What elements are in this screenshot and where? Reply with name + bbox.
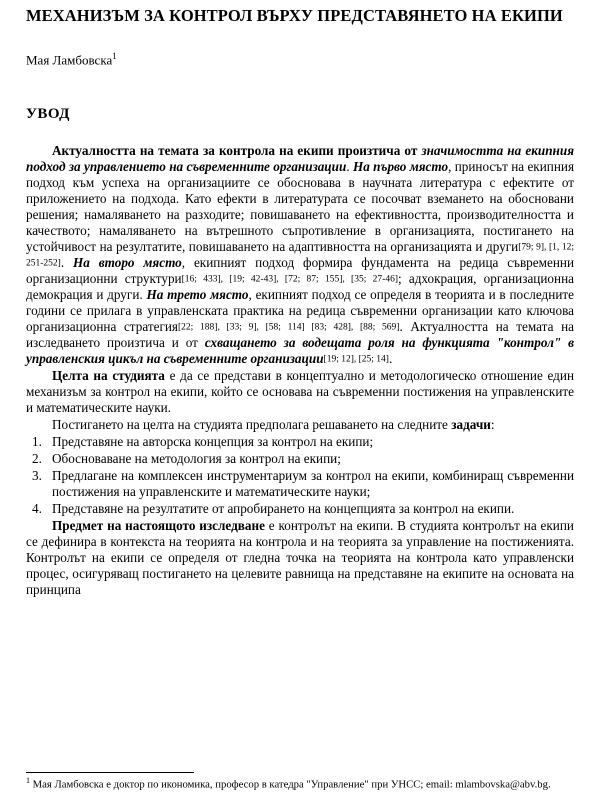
text-run: , приносът на екипния подход към успеха на организациите се обосновава в научната литература с ефектите от приложението на подхода. Като ефекти в литературата се посочват вземането на обосновани решения; намаляването на разходите; повишаването на ефективността, производителността и качеството; намаляването на вътрешното съпротивление в организацията, постигането на устойчивост на резултатите, повишаването на адаптивността на организацията и други (26, 159, 575, 255)
text-run: . Актуалността на темата на изследването произтича и от (26, 319, 575, 351)
author-name: Мая Ламбовска (26, 52, 113, 68)
footnote-divider (26, 772, 194, 773)
list-item: Обосноваване на методология за контрол на екипи; (52, 450, 341, 466)
emphasis-second-place: На второ място (73, 255, 182, 271)
subject-lead-in: Предмет на настоящото изследване (52, 517, 265, 533)
paragraph-lead-in: Актуалността на темата за контрола на екипи произтича от (52, 143, 422, 159)
emphasis-team-approach-significance: значимостта на екипния подход за управлението на съвременните организации (26, 143, 574, 175)
paragraph-aim (26, 368, 574, 416)
text-run: Постигането на целта на студията предполага решаването на следните (52, 416, 452, 432)
text-run: : (490, 416, 495, 432)
text-run: , екипният подход се определя в теорията и в последните години се прилага в управленската практика на редица съвременни организации като ключова организационна стратегия (26, 287, 574, 335)
list-item: Предлагане на комплексен инструментариум за контрол на екипи, комбиниращ съвременни постижения на управленските и математическите науки; (52, 467, 574, 499)
citation-ref-1: [79; 9], [1, 12; 251-252] (26, 242, 574, 269)
emphasis-first-place: На първо място (352, 159, 449, 175)
footnote-body: Мая Ламбовска е доктор по икономика, професор в катедра "Управление" при УНСС; email: mlambovska@abv.bg. (32, 778, 551, 791)
list-item: Представяне на резултатите от апробирането на концепцията за контрол на екипи. (52, 500, 515, 516)
text-run: е да се представи в концептуално и методологическо отношение един механизъм за контрол на екипи, който се основава на съвременни постижения на управленските и математическите науки. (26, 368, 575, 415)
footnote-text (26, 776, 574, 792)
emphasis-control-function-role: схващането за водещата роля на функцията "контрол" в управленския цикъл на съвременните организации (26, 335, 574, 367)
tasks-keyword: задачи (451, 416, 491, 432)
footnote-marker: 1 (26, 776, 30, 786)
text-run: е контролът на екипи. В студията контролът на екипи се дефинира в контекста на теорията на контрола и на теорията за управление на постиженията. Контролът на екипи се определя от гледна точка на теорията на контрола като управленски процес, осигуряващ постигането на целевите равнища на представяне на екипите на основата на принципа (26, 517, 574, 597)
text-run: . (60, 255, 74, 271)
text-run: ; адхокрация, организационна демокрация и други. (26, 271, 574, 303)
list-item: Представяне на авторска концепция за контрол на екипи; (52, 433, 374, 449)
page-title: МЕХАНИЗЪМ ЗА КОНТРОЛ ВЪРХУ ПРЕДСТАВЯНЕТО НА ЕКИПИ (26, 6, 563, 25)
tasks-list (26, 434, 574, 517)
citation-ref-2: [16; 433], [19; 42-43], [72; 87; 155], [35; 27-46] (181, 274, 398, 285)
paragraph-relevance (26, 143, 574, 367)
aim-lead-in: Целта на студията (52, 368, 165, 384)
paragraph-subject (26, 518, 574, 598)
emphasis-third-place: На трето място (146, 287, 249, 303)
author-line (26, 51, 574, 68)
text-run: , екипният подход формира фундамента на редица съвременни организационни структури (26, 255, 575, 287)
text-run: . (346, 159, 353, 175)
footnote-area (26, 772, 574, 792)
citation-ref-4: [19; 12], [25; 14] (323, 354, 389, 365)
text-run: . (388, 351, 393, 367)
section-heading-introduction: УВОД (26, 106, 70, 123)
citation-ref-3: [22; 188], [33; 9], [58; 114] [83; 428], [88; 569] (178, 322, 400, 333)
author-footnote-marker: 1 (112, 51, 117, 62)
paragraph-tasks-intro (26, 417, 574, 433)
